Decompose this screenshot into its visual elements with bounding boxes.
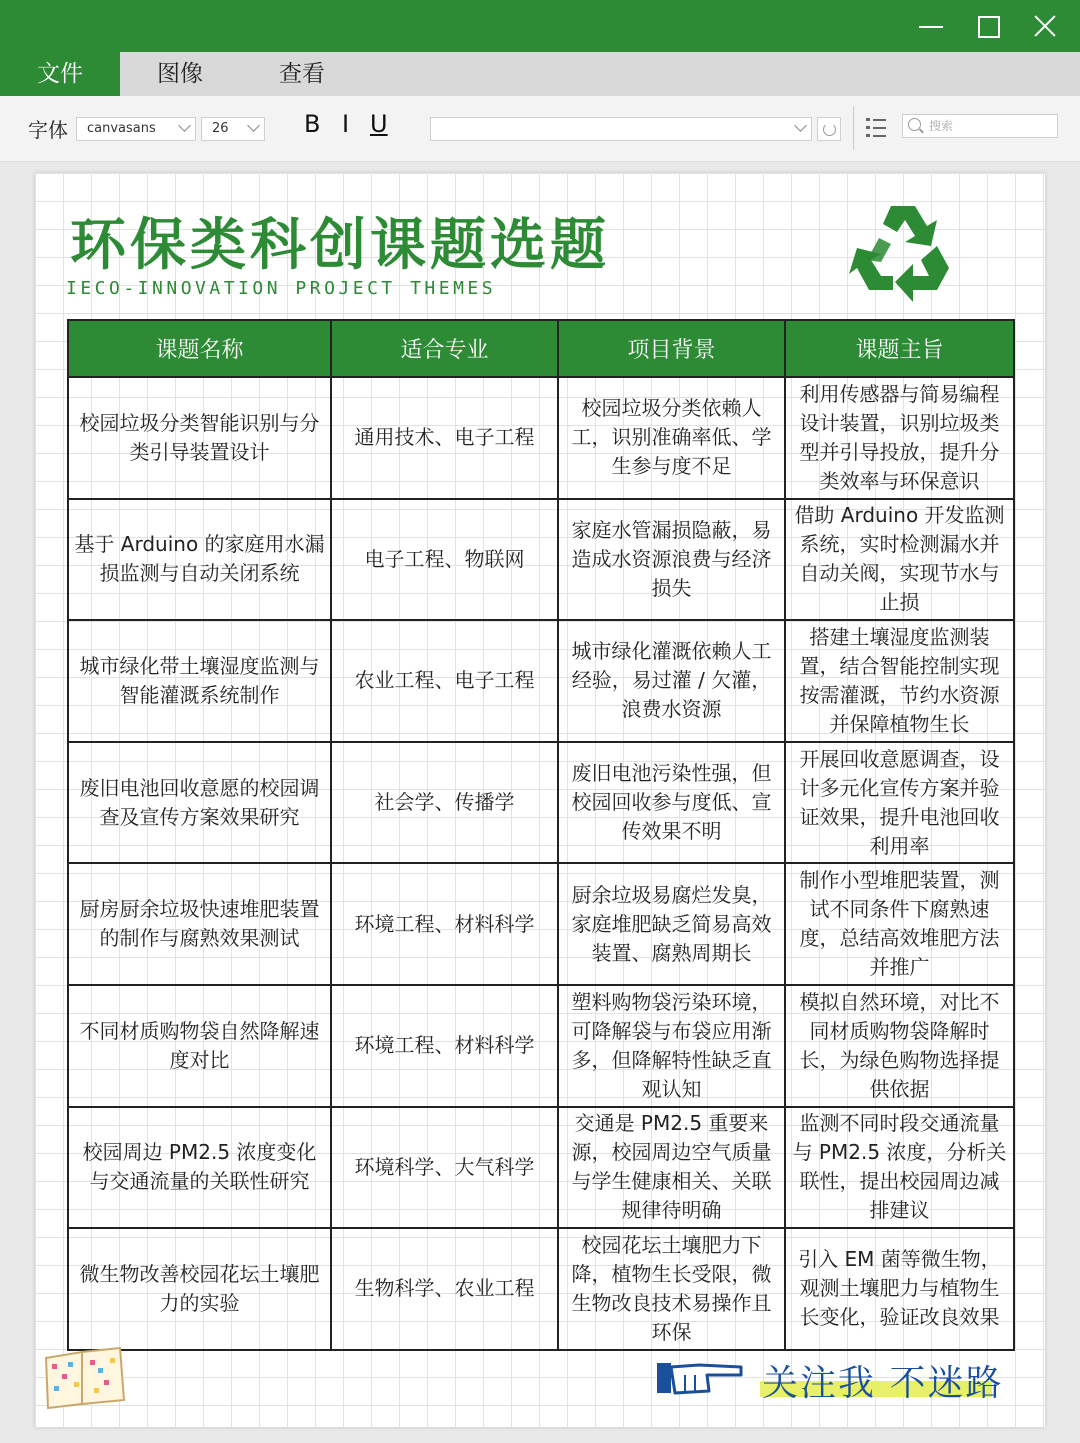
header-background: 项目背景 — [558, 320, 785, 377]
font-family-value: canvasans — [87, 121, 156, 136]
header-purpose: 课题主旨 — [785, 320, 1014, 377]
page-subtitle: IECO-INNOVATION PROJECT THEMES — [66, 278, 497, 299]
document-canvas[interactable] — [35, 173, 1045, 1427]
cell-purpose: 监测不同时段交通流量与 PM2.5 浓度，分析关联性，提出校园周边减排建议 — [785, 1107, 1014, 1229]
cell-background: 城市绿化灌溉依赖人工经验，易过灌 / 欠灌，浪费水资源 — [558, 620, 785, 742]
cell-major: 通用技术、电子工程 — [331, 377, 558, 499]
cell-project-name: 城市绿化带土壤湿度监测与智能灌溉系统制作 — [68, 620, 331, 742]
cell-purpose: 制作小型堆肥装置，测试不同条件下腐熟速度，总结高效堆肥方法并推广 — [785, 863, 1014, 985]
cell-background: 家庭水管漏损隐蔽，易造成水资源浪费与经济损失 — [558, 499, 785, 621]
search-input[interactable]: 搜索 — [902, 114, 1058, 138]
cell-background: 校园垃圾分类依赖人工，识别准确率低、学生参与度不足 — [558, 377, 785, 499]
cell-major: 电子工程、物联网 — [331, 499, 558, 621]
font-size-select[interactable] — [201, 117, 265, 141]
font-label: 字体 — [28, 118, 68, 142]
cell-major: 农业工程、电子工程 — [331, 620, 558, 742]
cell-project-name: 废旧电池回收意愿的校园调查及宣传方案效果研究 — [68, 742, 331, 864]
style-select[interactable] — [430, 117, 812, 141]
window-titlebar — [0, 0, 1080, 52]
project-table — [67, 319, 1015, 1351]
toolbar-divider — [853, 106, 854, 150]
refresh-icon[interactable] — [817, 117, 841, 141]
table-row — [68, 377, 1014, 499]
menu-image[interactable]: 图像 — [157, 61, 203, 87]
search-icon — [902, 114, 926, 138]
cell-major: 环境工程、材料科学 — [331, 985, 558, 1107]
cell-major: 环境工程、材料科学 — [331, 863, 558, 985]
table-row — [68, 742, 1014, 864]
menu-bar — [0, 52, 1080, 96]
book-icon — [38, 1338, 128, 1413]
cell-purpose: 模拟自然环境，对比不同材质购物袋降解时长，为绿色购物选择提供依据 — [785, 985, 1014, 1107]
cell-project-name: 校园垃圾分类智能识别与分类引导装置设计 — [68, 377, 331, 499]
cell-project-name: 微生物改善校园花坛土壤肥力的实验 — [68, 1228, 331, 1350]
cell-background: 校园花坛土壤肥力下降，植物生长受限，微生物改良技术易操作且环保 — [558, 1228, 785, 1350]
table-header-row — [68, 320, 1014, 377]
close-button[interactable] — [1025, 8, 1065, 44]
page-title: 环保类科创课题选题 — [70, 213, 610, 278]
underline-button[interactable]: U — [370, 110, 388, 138]
font-size-value: 26 — [212, 121, 229, 136]
table-row — [68, 620, 1014, 742]
font-family-select[interactable] — [76, 117, 196, 141]
table-row — [68, 1228, 1014, 1350]
cell-project-name: 不同材质购物袋自然降解速度对比 — [68, 985, 331, 1107]
recycle-icon — [845, 198, 965, 308]
menu-view[interactable]: 查看 — [279, 61, 325, 87]
cell-major: 社会学、传播学 — [331, 742, 558, 864]
table-row — [68, 863, 1014, 985]
header-major: 适合专业 — [331, 320, 558, 377]
numbered-list-icon[interactable] — [866, 116, 886, 138]
cell-major: 生物科学、农业工程 — [331, 1228, 558, 1350]
pointing-hand-icon — [655, 1353, 747, 1399]
table-row — [68, 499, 1014, 621]
menu-file[interactable]: 文件 — [0, 52, 120, 96]
chevron-down-icon — [794, 119, 807, 132]
cell-project-name: 基于 Arduino 的家庭用水漏损监测与自动关闭系统 — [68, 499, 331, 621]
chevron-down-icon — [247, 119, 260, 132]
table-row — [68, 985, 1014, 1107]
cell-background: 塑料购物袋污染环境，可降解袋与布袋应用渐多，但降解特性缺乏直观认知 — [558, 985, 785, 1107]
chevron-down-icon — [178, 119, 191, 132]
bold-button[interactable]: B — [304, 110, 321, 138]
follow-text: 关注我 不迷路 — [762, 1363, 1004, 1404]
cell-purpose: 引入 EM 菌等微生物，观测土壤肥力与植物生长变化，验证改良效果 — [785, 1228, 1014, 1350]
cell-background: 废旧电池污染性强，但校园回收参与度低、宣传效果不明 — [558, 742, 785, 864]
header-project-name: 课题名称 — [68, 320, 331, 377]
cell-background: 厨余垃圾易腐烂发臭，家庭堆肥缺乏简易高效装置、腐熟周期长 — [558, 863, 785, 985]
table-row — [68, 1107, 1014, 1229]
cell-project-name: 厨房厨余垃圾快速堆肥装置的制作与腐熟效果测试 — [68, 863, 331, 985]
minimize-button[interactable] — [911, 8, 951, 44]
cell-purpose: 利用传感器与简易编程设计装置，识别垃圾类型并引导投放，提升分类效率与环保意识 — [785, 377, 1014, 499]
cell-project-name: 校园周边 PM2.5 浓度变化与交通流量的关联性研究 — [68, 1107, 331, 1229]
cell-major: 环境科学、大气科学 — [331, 1107, 558, 1229]
cell-purpose: 搭建土壤湿度监测装置，结合智能控制实现按需灌溉，节约水资源并保障植物生长 — [785, 620, 1014, 742]
cell-purpose: 开展回收意愿调查，设计多元化宣传方案并验证效果，提升电池回收利用率 — [785, 742, 1014, 864]
cell-purpose: 借助 Arduino 开发监测系统，实时检测漏水并自动关阀，实现节水与止损 — [785, 499, 1014, 621]
italic-button[interactable]: I — [342, 110, 350, 138]
maximize-button[interactable] — [968, 8, 1008, 44]
cell-background: 交通是 PM2.5 重要来源，校园周边空气质量与学生健康相关、关联规律待明确 — [558, 1107, 785, 1229]
toolbar — [0, 96, 1080, 162]
